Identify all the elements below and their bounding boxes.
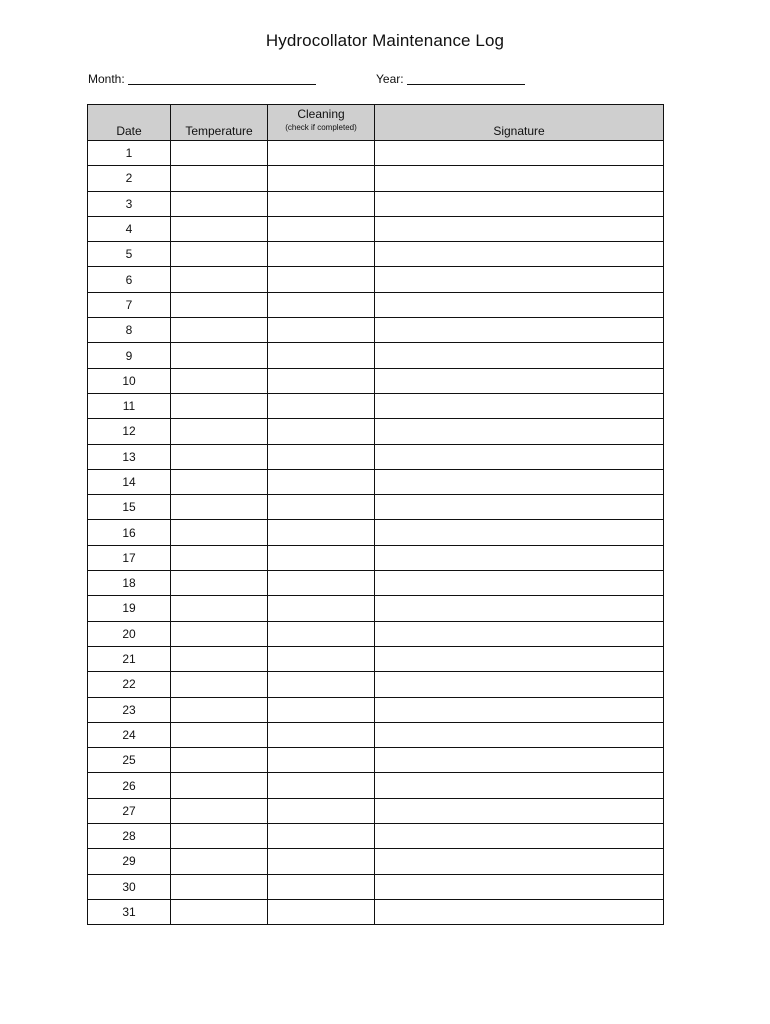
table-row	[88, 520, 664, 545]
temperature-cell[interactable]	[171, 520, 268, 545]
cleaning-header-label: Cleaning	[297, 107, 345, 121]
signature-cell[interactable]	[375, 798, 664, 823]
signature-cell[interactable]	[375, 520, 664, 545]
table-row	[88, 798, 664, 823]
temperature-cell[interactable]	[171, 141, 268, 166]
table-row	[88, 621, 664, 646]
cleaning-cell[interactable]	[268, 242, 375, 267]
temperature-cell[interactable]	[171, 166, 268, 191]
signature-cell[interactable]	[375, 469, 664, 494]
cleaning-cell[interactable]	[268, 419, 375, 444]
table-row	[88, 672, 664, 697]
cleaning-cell[interactable]	[268, 166, 375, 191]
table-row	[88, 824, 664, 849]
table-row	[88, 166, 664, 191]
cleaning-cell[interactable]	[268, 874, 375, 899]
temperature-cell[interactable]	[171, 469, 268, 494]
date-cell: 28	[88, 824, 171, 849]
table-row	[88, 849, 664, 874]
cleaning-cell[interactable]	[268, 849, 375, 874]
table-row	[88, 191, 664, 216]
cleaning-cell[interactable]	[268, 191, 375, 216]
temperature-cell[interactable]	[171, 444, 268, 469]
temperature-cell[interactable]	[171, 646, 268, 671]
temperature-cell[interactable]	[171, 368, 268, 393]
table-row	[88, 343, 664, 368]
table-body	[88, 141, 664, 925]
table-row	[88, 748, 664, 773]
temperature-cell[interactable]	[171, 773, 268, 798]
table-row	[88, 545, 664, 570]
temperature-cell[interactable]	[171, 545, 268, 570]
signature-cell[interactable]	[375, 166, 664, 191]
signature-cell[interactable]	[375, 292, 664, 317]
table-row	[88, 495, 664, 520]
temperature-cell[interactable]	[171, 318, 268, 343]
signature-cell[interactable]	[375, 646, 664, 671]
cleaning-cell[interactable]	[268, 646, 375, 671]
date-header: Date	[88, 105, 171, 141]
table-row	[88, 419, 664, 444]
cleaning-cell[interactable]	[268, 393, 375, 418]
temperature-cell[interactable]	[171, 672, 268, 697]
cleaning-cell[interactable]	[268, 899, 375, 924]
date-cell: 14	[88, 469, 171, 494]
signature-cell[interactable]	[375, 267, 664, 292]
signature-cell[interactable]	[375, 773, 664, 798]
table-row	[88, 874, 664, 899]
temperature-cell[interactable]	[171, 495, 268, 520]
page-title: Hydrocollator Maintenance Log	[265, 31, 505, 50]
table-row	[88, 722, 664, 747]
signature-cell[interactable]	[375, 343, 664, 368]
temperature-cell[interactable]	[171, 267, 268, 292]
cleaning-cell[interactable]	[268, 748, 375, 773]
date-cell: 19	[88, 596, 171, 621]
cleaning-cell[interactable]	[268, 571, 375, 596]
cleaning-cell[interactable]	[268, 722, 375, 747]
cleaning-header-note: (check if completed)	[285, 123, 357, 132]
temperature-cell[interactable]	[171, 621, 268, 646]
temperature-cell[interactable]	[171, 798, 268, 823]
signature-cell[interactable]	[375, 899, 664, 924]
year-field	[376, 72, 525, 86]
signature-cell[interactable]	[375, 444, 664, 469]
table-row	[88, 267, 664, 292]
temperature-header: Temperature	[171, 105, 268, 141]
date-cell: 15	[88, 495, 171, 520]
temperature-cell[interactable]	[171, 824, 268, 849]
table-row	[88, 773, 664, 798]
cleaning-cell[interactable]	[268, 216, 375, 241]
signature-cell[interactable]	[375, 672, 664, 697]
temperature-cell[interactable]	[171, 874, 268, 899]
cleaning-cell[interactable]	[268, 798, 375, 823]
table-header-row	[88, 105, 664, 141]
date-cell: 23	[88, 697, 171, 722]
date-cell: 6	[88, 267, 171, 292]
month-field	[88, 72, 316, 86]
table-row	[88, 596, 664, 621]
cleaning-cell[interactable]	[268, 621, 375, 646]
temperature-cell[interactable]	[171, 191, 268, 216]
cleaning-cell[interactable]	[268, 697, 375, 722]
table-row	[88, 216, 664, 241]
maintenance-log-table	[87, 104, 664, 925]
signature-cell[interactable]	[375, 393, 664, 418]
temperature-cell[interactable]	[171, 292, 268, 317]
cleaning-cell[interactable]	[268, 318, 375, 343]
signature-cell[interactable]	[375, 824, 664, 849]
signature-cell[interactable]	[375, 874, 664, 899]
month-blank-line[interactable]	[128, 72, 316, 85]
table-row	[88, 571, 664, 596]
table-row	[88, 646, 664, 671]
temperature-cell[interactable]	[171, 849, 268, 874]
signature-cell[interactable]	[375, 495, 664, 520]
cleaning-cell[interactable]	[268, 444, 375, 469]
temperature-cell[interactable]	[171, 343, 268, 368]
signature-cell[interactable]	[375, 849, 664, 874]
cleaning-cell[interactable]	[268, 292, 375, 317]
date-cell: 5	[88, 242, 171, 267]
date-cell: 7	[88, 292, 171, 317]
date-cell: 10	[88, 368, 171, 393]
signature-cell[interactable]	[375, 596, 664, 621]
temperature-cell[interactable]	[171, 722, 268, 747]
date-cell: 11	[88, 393, 171, 418]
date-cell: 13	[88, 444, 171, 469]
date-cell: 27	[88, 798, 171, 823]
signature-cell[interactable]	[375, 216, 664, 241]
date-cell: 26	[88, 773, 171, 798]
month-label: Month:	[88, 72, 125, 86]
signature-cell[interactable]	[375, 545, 664, 570]
cleaning-cell[interactable]	[268, 267, 375, 292]
cleaning-cell[interactable]	[268, 596, 375, 621]
temperature-cell[interactable]	[171, 596, 268, 621]
signature-header: Signature	[375, 105, 664, 141]
temperature-cell[interactable]	[171, 697, 268, 722]
cleaning-header	[268, 105, 375, 141]
signature-cell[interactable]	[375, 318, 664, 343]
cleaning-cell[interactable]	[268, 469, 375, 494]
signature-cell[interactable]	[375, 141, 664, 166]
date-cell: 20	[88, 621, 171, 646]
year-label: Year:	[376, 72, 404, 86]
signature-cell[interactable]	[375, 419, 664, 444]
date-cell: 1	[88, 141, 171, 166]
date-cell: 21	[88, 646, 171, 671]
cleaning-cell[interactable]	[268, 672, 375, 697]
cleaning-cell[interactable]	[268, 520, 375, 545]
cleaning-cell[interactable]	[268, 545, 375, 570]
table-row	[88, 242, 664, 267]
date-cell: 4	[88, 216, 171, 241]
table-row	[88, 141, 664, 166]
temperature-cell[interactable]	[171, 571, 268, 596]
date-cell: 8	[88, 318, 171, 343]
table-row	[88, 292, 664, 317]
signature-cell[interactable]	[375, 621, 664, 646]
temperature-cell[interactable]	[171, 393, 268, 418]
date-cell: 22	[88, 672, 171, 697]
temperature-cell[interactable]	[171, 748, 268, 773]
date-cell: 17	[88, 545, 171, 570]
date-cell: 29	[88, 849, 171, 874]
signature-cell[interactable]	[375, 191, 664, 216]
date-cell: 24	[88, 722, 171, 747]
temperature-cell[interactable]	[171, 242, 268, 267]
table-row	[88, 899, 664, 924]
signature-cell[interactable]	[375, 368, 664, 393]
temperature-cell[interactable]	[171, 419, 268, 444]
signature-cell[interactable]	[375, 697, 664, 722]
date-cell: 30	[88, 874, 171, 899]
cleaning-cell[interactable]	[268, 368, 375, 393]
date-cell: 31	[88, 899, 171, 924]
cleaning-cell[interactable]	[268, 343, 375, 368]
table-row	[88, 318, 664, 343]
date-cell: 2	[88, 166, 171, 191]
table-row	[88, 368, 664, 393]
date-cell: 3	[88, 191, 171, 216]
cleaning-cell[interactable]	[268, 141, 375, 166]
cleaning-cell[interactable]	[268, 824, 375, 849]
signature-cell[interactable]	[375, 571, 664, 596]
year-blank-line[interactable]	[407, 72, 525, 85]
date-cell: 18	[88, 571, 171, 596]
date-cell: 9	[88, 343, 171, 368]
signature-cell[interactable]	[375, 242, 664, 267]
temperature-cell[interactable]	[171, 216, 268, 241]
table-row	[88, 393, 664, 418]
temperature-cell[interactable]	[171, 899, 268, 924]
table-row	[88, 444, 664, 469]
date-cell: 25	[88, 748, 171, 773]
date-cell: 16	[88, 520, 171, 545]
cleaning-cell[interactable]	[268, 495, 375, 520]
table-row	[88, 469, 664, 494]
cleaning-cell[interactable]	[268, 773, 375, 798]
signature-cell[interactable]	[375, 722, 664, 747]
table-row	[88, 697, 664, 722]
signature-cell[interactable]	[375, 748, 664, 773]
date-cell: 12	[88, 419, 171, 444]
